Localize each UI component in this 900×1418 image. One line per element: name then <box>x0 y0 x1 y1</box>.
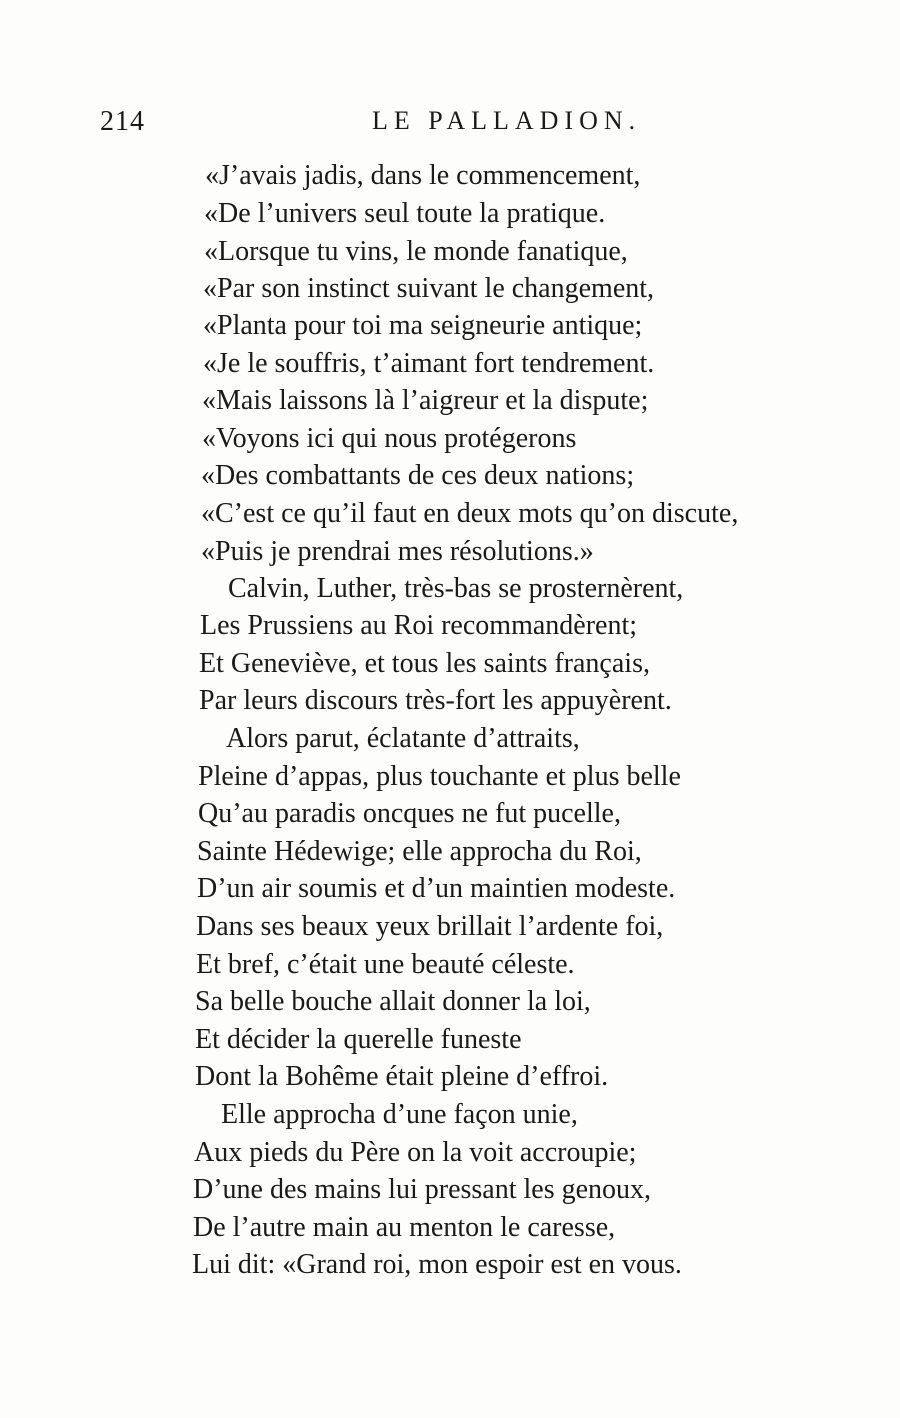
verse-line: «Lorsque tu vins, le monde fanatique, <box>204 236 628 267</box>
verse-line: De l’autre main au menton le caresse, <box>193 1212 616 1243</box>
verse-line: «J’avais jadis, dans le commencement, <box>205 160 641 191</box>
verse-line: Sa belle bouche allait donner la loi, <box>195 986 591 1017</box>
verse-line: Aux pieds du Père on la voit accroupie; <box>194 1137 637 1168</box>
page-number: 214 <box>100 106 145 137</box>
verse-line: Dont la Bohême était pleine d’effroi. <box>195 1061 609 1092</box>
verse-line: Les Prussiens au Roi recommandèrent; <box>200 610 638 641</box>
verse-line: «Mais laissons là l’aigreur et la dispute; <box>202 385 649 416</box>
verse-line: Calvin, Luther, très-bas se prosternèrent, <box>228 573 684 604</box>
verse-line: «Je le souffris, t’aimant fort tendrement. <box>203 348 655 379</box>
verse-line: Qu’au paradis oncques ne fut pucelle, <box>198 798 621 829</box>
running-title: LE PALLADION. <box>372 106 642 135</box>
verse-line: Alors parut, éclatante d’attraits, <box>226 723 580 754</box>
verse-line: Et décider la querelle funeste <box>195 1024 522 1055</box>
verse-line: «Planta pour toi ma seigneurie antique; <box>203 310 643 341</box>
verse-line: D’une des mains lui pressant les genoux, <box>193 1174 652 1205</box>
verse-line: Et bref, c’était une beauté céleste. <box>196 949 575 980</box>
verse-line: Par leurs discours très-fort les appuyèrent. <box>199 685 672 716</box>
verse-line: «Des combattants de ces deux nations; <box>201 460 635 491</box>
verse-line: Elle approcha d’une façon unie, <box>221 1099 578 1130</box>
verse-line: «De l’univers seul toute la pratique. <box>204 198 606 229</box>
verse-line: «Puis je prendrai mes résolutions.» <box>201 536 594 567</box>
verse-line: Lui dit: «Grand roi, mon espoir est en vous. <box>192 1249 682 1280</box>
verse-line: Pleine d’appas, plus touchante et plus belle <box>198 761 681 792</box>
verse-line: Et Geneviève, et tous les saints français, <box>199 648 650 679</box>
verse-line: Dans ses beaux yeux brillait l’ardente foi, <box>196 911 664 942</box>
page-header <box>0 106 900 146</box>
verse-line: Sainte Hédewige; elle approcha du Roi, <box>197 836 642 867</box>
verse-line: «Voyons ici qui nous protégerons <box>202 423 577 454</box>
verse-line: D’un air soumis et d’un maintien modeste. <box>197 873 676 904</box>
verse-line: «Par son instinct suivant le changement, <box>203 273 655 304</box>
verse-line: «C’est ce qu’il faut en deux mots qu’on discute, <box>201 498 739 529</box>
